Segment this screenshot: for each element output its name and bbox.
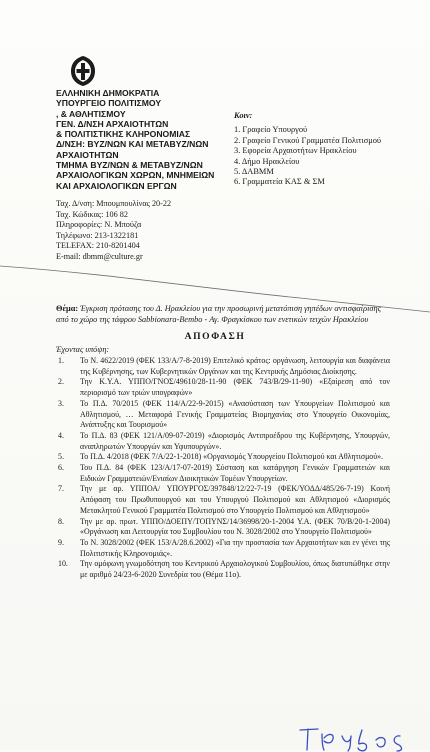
recipients-list — [234, 111, 381, 188]
contact-phone: Τηλέφωνο: 213-1322181 — [56, 230, 139, 240]
contact-fax: TELEFAX: 210-8201404 — [56, 241, 140, 251]
item-text: Την ομόφωνη γνωμοδότηση του Κεντρικού Αρχαιολογικού Συμβουλίου, όπως διατυπώθηκε στην με αριθμό 24/23-6-2020 Συνεδρία του (Θέμα 11ο). — [80, 559, 390, 580]
list-item — [58, 431, 390, 452]
recipient-item: 3. Εφορεία Αρχαιοτήτων Ηρακλείου — [234, 146, 357, 156]
letterhead-line: & ΠΟΛΙΤΙΣΤΙΚΗΣ ΚΛΗΡΟΝΟΜΙΑΣ — [56, 129, 191, 140]
considerations-list — [58, 356, 390, 581]
recipient-item: 5. ΔΑΒΜΜ — [234, 167, 274, 177]
item-text: Το Ν. 4622/2019 (ΦΕΚ 133/Α/7-8-2019) Επιτελικό κράτος: οργάνωση, λειτουργία και διαφάνεια της Κυβέρνησης, των Κυβερνητικών Οργάνων και της Κεντρικής Δημόσιας Διοίκησης. — [80, 356, 390, 376]
greek-coat-of-arms-icon — [66, 54, 100, 88]
subject-text: Έγκριση πρότασης του Δ. Ηρακλείου για την προσωρινή μετατόπιση γηπέδων αντισφαίρισης από το χώρο της τάφρου Sabbionara-Bembo - Αγ. Φραγκίσκου των ενετικών τειχών Ηρακλείου — [56, 304, 381, 324]
item-number: 7. — [58, 484, 64, 494]
item-number: 8. — [58, 516, 64, 526]
list-item — [58, 463, 390, 484]
letterhead-line: ΑΡΧΑΙΟΛΟΓΙΚΩΝ ΧΩΡΩΝ, ΜΝΗΜΕΙΩΝ — [56, 170, 215, 181]
item-number: 4. — [58, 430, 64, 440]
item-number: 3. — [58, 398, 64, 408]
letterhead-line: Δ/ΝΣΗ: ΒΥΖ/ΝΩΝ ΚΑΙ ΜΕΤΑΒΥΖ/ΝΩΝ — [56, 139, 209, 150]
recipient-item: 6. Γραμματεία ΚΑΣ & ΣΜ — [234, 177, 325, 187]
letterhead-line: ΤΜΗΜΑ ΒΥΖ/ΝΩΝ & ΜΕΤΑΒΥΖ/ΝΩΝ — [56, 160, 203, 171]
letterhead — [56, 88, 246, 191]
contact-info-person: Πληροφορίες: Ν. Μπούζα — [56, 220, 142, 230]
recipients-title: Κοιν: — [234, 111, 253, 120]
letterhead-line: ΥΠΟΥΡΓΕΙΟ ΠΟΛΙΤΙΣΜΟΥ — [56, 98, 162, 109]
item-number: 6. — [58, 463, 64, 473]
letterhead-line: ΕΛΛΗΝΙΚΗ ΔΗΜΟΚΡΑΤΙΑ — [56, 88, 160, 98]
item-number: 10. — [58, 559, 68, 569]
letterhead-line: , & ΑΘΛΗΤΙΣΜΟΥ — [56, 108, 126, 119]
item-text: Του Π.Δ. 84 (ΦΕΚ 123/Α/17-07-2019) Σύσταση και κατάργηση Γενικών Γραμματειών και Ειδικών Γραμματειών/Ενιαίων Διοικητικών Τομέων Υπουργείων. — [80, 463, 390, 483]
item-text: Την με αρ. ΥΠΠΟΑ/ ΥΠΟΥΡΓΟΣ/397848/12/22-7-19 (ΦΕΚ/ΥΟΔΔ/485/26-7-19) Κοινή Απόφαση του Πρωθυπουργού και του Υπουργού Πολιτισμού και Αθλητισμού «Διορισμός Μετακλητού Γενικού Γραμματέα Πολιτισμού στο Υπουργείο Πολιτισμού και Αθλητισμού» — [80, 484, 390, 515]
subject-label: Θέμα: — [56, 304, 79, 313]
letterhead-line: ΑΡΧΑΙΟΤΗΤΩΝ — [56, 149, 119, 160]
handwritten-signature — [296, 722, 416, 752]
item-number: 2. — [58, 377, 64, 387]
recipient-item: 1. Γραφείο Υπουργού — [234, 125, 308, 135]
decision-title: ΑΠΟΦΑΣΗ — [184, 331, 246, 342]
item-text: Την Κ.Υ.Α. ΥΠΠΟ/ΓΝΟΣ/49610/28-11-90 (ΦΕΚ 743/Β/29-11-90) «Εξαίρεση από τον περιορισμό των τριών υπογραφών» — [80, 377, 390, 398]
list-item — [58, 559, 390, 580]
subject-block — [56, 303, 391, 325]
letterhead-line: ΓΕΝ. Δ/ΝΣΗ ΑΡΧΑΙΟΤΗΤΩΝ — [56, 118, 169, 129]
list-item — [58, 452, 390, 463]
recipient-item: 4. Δήμο Ηρακλείου — [234, 156, 300, 166]
recipient-item: 2. Γραφείο Γενικού Γραμματέα Πολιτισμού — [234, 135, 382, 145]
item-text: Την με αρ. πρωτ. ΥΠΠΟ/ΔΟΕΠΥ/ΤΟΠΥΝΣ/14/36998/20-1-2004 Υ.Α. (ΦΕΚ 70/Β/20-1-2004) «Οργάνωση και Λειτουργία του Συμβουλίου του Ν. 3028/2002 στο Υπουργείο Πολιτισμού» — [80, 516, 390, 537]
list-item — [58, 538, 390, 559]
intro-line: Έχοντας υπόψη: — [56, 345, 110, 354]
item-text: Το Π.Δ. 4/2018 (ΦΕΚ 7/Α/22-1-2018) «Οργανισμός Υπουργείου Πολιτισμού και Αθλητισμού». — [80, 452, 384, 462]
list-item — [58, 399, 390, 431]
item-text: Το Ν. 3028/2002 (ΦΕΚ 153/Α/28.6.2002) «Για την προστασία των Αρχαιοτήτων και εν γένει της Πολιτιστικής Κληρονομιάς». — [80, 537, 390, 558]
item-number: 9. — [58, 537, 64, 547]
list-item — [58, 517, 390, 538]
item-text: Το Π.Δ. 70/2015 (ΦΕΚ 114/Α/22-9-2015) «Ανασύσταση των Υπουργείων Πολιτισμού και Αθλητισμού, … Μεταφορά Γενικής Γραμματείας Βιομηχανίας στο Υπουργείο Οικονομίας, Ανάπτυξης και Τουρισμού» — [80, 398, 390, 430]
list-item — [58, 356, 390, 377]
contact-postcode: Ταχ. Κώδικας: 106 82 — [56, 209, 128, 219]
list-item — [58, 377, 390, 398]
letterhead-line: ΚΑΙ ΑΡΧΑΙΟΛΟΓΙΚΩΝ ΕΡΓΩΝ — [56, 180, 177, 191]
item-number: 5. — [58, 452, 64, 462]
item-text: Το Π.Δ. 83 (ΦΕΚ 121/Α/09-07-2019) «Διορισμός Αντιπροέδρου της Κυβέρνησης, Υπουργών, αναπληρωτών Υπουργών και Υφυπουργών». — [80, 430, 390, 451]
list-item — [58, 484, 390, 516]
item-number: 1. — [58, 356, 64, 365]
contact-address: Ταχ. Δ/νση: Μπουμπουλίνας 20-22 — [56, 199, 172, 208]
contact-email: E-mail: dbmm@culture.gr — [56, 251, 143, 261]
